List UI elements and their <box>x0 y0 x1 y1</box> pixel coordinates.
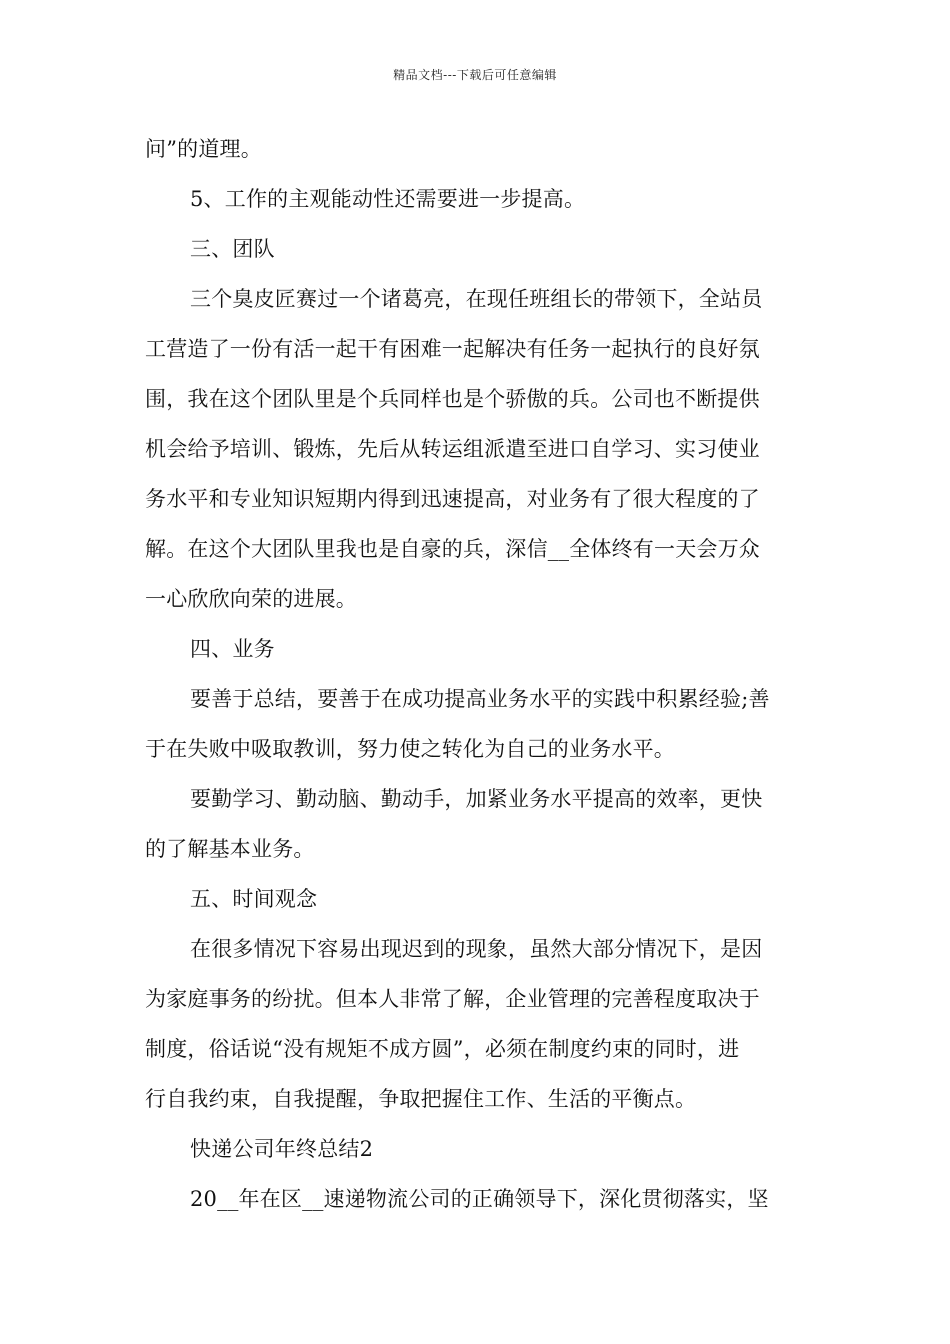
text-line: 机会给予培训、锻炼，先后从转运组派遣至进口自学习、实习使业 <box>145 437 760 461</box>
text-line: 要善于总结，要善于在成功提高业务水平的实践中积累经验;善 <box>190 687 770 711</box>
text-line: 务水平和专业知识短期内得到迅速提高，对业务有了很大程度的了 <box>145 487 760 511</box>
text-line: 制度，俗话说“没有规矩不成方圆”，必须在制度约束的同时，进 <box>145 1037 740 1061</box>
page-header: 精品文档---下载后可任意编辑 <box>393 68 557 82</box>
text-line: 5、工作的主观能动性还需要进一步提高。 <box>190 187 586 211</box>
text-line: 三个臭皮匠赛过一个诸葛亮，在现任班组长的带领下，全站员 <box>190 287 763 311</box>
section-heading: 四、业务 <box>190 637 275 661</box>
section-heading: 快递公司年终总结2 <box>190 1137 374 1161</box>
text-line: 要勤学习、勤动脑、勤动手，加紧业务水平提高的效率，更快 <box>190 787 763 811</box>
text-line: 行自我约束，自我提醒，争取把握住工作、生活的平衡点。 <box>145 1087 697 1111</box>
text-line: 问”的道理。 <box>145 137 262 161</box>
text-line: 解。在这个大团队里我也是自豪的兵，深信__全体终有一天会万众 <box>145 537 760 561</box>
text-line: 围，我在这个团队里是个兵同样也是个骄傲的兵。公司也不断提供 <box>145 387 760 411</box>
text-line: 于在失败中吸取教训，努力使之转化为自己的业务水平。 <box>145 737 675 761</box>
text-line: 为家庭事务的纷扰。但本人非常了解，企业管理的完善程度取决于 <box>145 987 760 1011</box>
section-heading: 五、时间观念 <box>190 887 318 911</box>
text-line: 的了解基本业务。 <box>145 837 315 861</box>
text-line: 在很多情况下容易出现迟到的现象，虽然大部分情况下，是因 <box>190 937 763 961</box>
section-heading: 三、团队 <box>190 237 275 261</box>
text-line: 工营造了一份有活一起干有困难一起解决有任务一起执行的良好氛 <box>145 337 760 361</box>
text-line: 一心欣欣向荣的进展。 <box>145 587 357 611</box>
text-line: 20__年在区__速递物流公司的正确领导下，深化贯彻落实，坚 <box>190 1187 769 1211</box>
